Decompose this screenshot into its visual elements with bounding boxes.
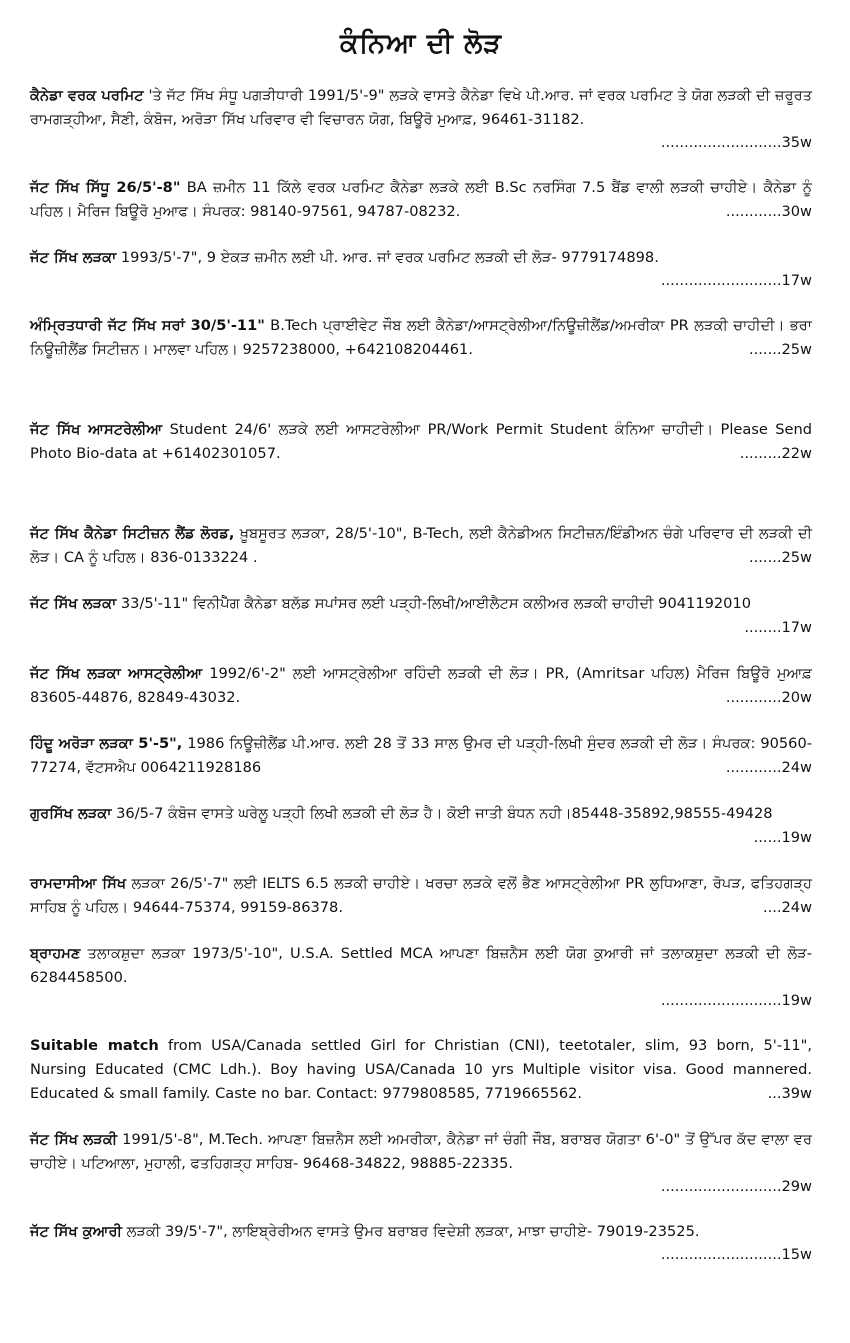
page-title: ਕੰਨਿਆ ਦੀ ਲੋੜ xyxy=(339,28,503,59)
ad-body: 33/5'-11" ਵਿਨੀਪੈੱਗ ਕੈਨੇਡਾ ਬਲੱਡ ਸਪਾਂਸਰ ਲਈ ਪੜ੍ਹੀ-ਲਿਖੀ/ਆਈਲੈਟਸ ਕਲੀਅਰ ਲੜਕੀ ਚਾਹੀਦੀ 9041192010 xyxy=(116,595,752,612)
ad-heading: ਰਾਮਦਾਸੀਆ ਸਿੱਖ xyxy=(30,875,127,892)
ad-body: ਲੜਕੀ 39/5'-7", ਲਾਇਬ੍ਰੇਰੀਅਨ ਵਾਸਤੇ ਉਮਰ ਬਰਾਬਰ ਵਿਦੇਸ਼ੀ ਲੜਕਾ, ਮਾਝਾ ਚਾਹੀਏ- 79019-23525. xyxy=(122,1223,700,1240)
ad-heading: ਜੱਟ ਸਿੱਖ ਆਸਟਰੇਲੀਆ xyxy=(30,421,163,438)
ad-body: 1993/5'-7", 9 ਏਕੜ ਜ਼ਮੀਨ ਲਈ ਪੀ. ਆਰ. ਜਾਂ ਵਰਕ ਪਰਮਿਟ ਲੜਕੀ ਦੀ ਲੋੜ- 9779174898. xyxy=(116,249,659,266)
ad-price: ..........................15w xyxy=(660,1246,812,1263)
divider-space xyxy=(30,292,812,314)
classified-ad xyxy=(30,1128,812,1198)
divider-space xyxy=(30,570,812,592)
ad-body: BA ਜ਼ਮੀਨ 11 ਕਿੱਲੇ ਵਰਕ ਪਰਮਿਟ ਕੈਨੇਡਾ ਲੜਕੇ ਲਈ B.Sc ਨਰਸਿੰਗ 7.5 ਬੈਂਡ ਵਾਲੀ ਲੜਕੀ ਚਾਹੀਏ। ਕੈਨੇਡਾ ਨੂੰ ਪਹਿਲ। ਮੈਰਿਜ ਬਿਊਰੋ ਮੁਆਫ। ਸੰਪਰਕ: 98140-97561, 94787-08232. xyxy=(30,179,812,220)
divider-space xyxy=(30,710,812,732)
classified-ad xyxy=(30,662,812,710)
ad-body: ਲੜਕਾ 26/5'-7" ਲਈ IELTS 6.5 ਲੜਕੀ ਚਾਹੀਏ। ਖਰਚਾ ਲੜਕੇ ਵਲੋਂ ਭੈਣ ਆਸਟ੍ਰੇਲੀਆ PR ਲੁਧਿਆਣਾ, ਰੋਪੜ, ਫਤਿਹਗੜ੍ਹ ਸਾਹਿਬ ਨੂੰ ਪਹਿਲ। 94644-75374, 99159-86378. xyxy=(30,875,813,916)
ad-price: ............24w xyxy=(725,759,812,776)
ad-price: .......25w xyxy=(749,549,812,566)
divider-space xyxy=(30,1012,812,1034)
ad-price: ........17w xyxy=(744,619,812,636)
classified-ad xyxy=(30,592,812,640)
ad-body: 1992/6'-2" ਲਈ ਆਸਟ੍ਰੇਲੀਆ ਰਹਿੰਦੀ ਲੜਕੀ ਦੀ ਲੋੜ। PR, (Amritsar ਪਹਿਲ) ਮੈਰਿਜ ਬਿਊਰੋ ਮੁਆਫ਼ 83605-44876, 82849-43032. xyxy=(30,665,812,706)
ad-heading: ਜੱਟ ਸਿੱਖ ਕੁਆਰੀ xyxy=(30,1223,122,1240)
classified-ad xyxy=(30,246,812,292)
classified-ad xyxy=(30,872,812,920)
ad-price: ...39w xyxy=(767,1085,812,1102)
ad-price: ..........................35w xyxy=(660,134,812,151)
ad-body: 1991/5'-8", M.Tech. ਆਪਣਾ ਬਿਜ਼ਨੈਸ ਲਈ ਅਮਰੀਕਾ, ਕੈਨੇਡਾ ਜਾਂ ਚੰਗੀ ਜੌਬ, ਬਰਾਬਰ ਯੋਗਤਾ 6'-0" ਤੋਂ ਉੱਪਰ ਕੱਦ ਵਾਲਾ ਵਰ ਚਾਹੀਏ। ਪਟਿਆਲਾ, ਮੁਹਾਲੀ, ਫਤਹਿਗੜ੍ਹ ਸਾਹਿਬ- 96468-34822, 98885-22335. xyxy=(30,1131,812,1172)
ad-heading: ਜੱਟ ਸਿੱਖ ਕੈਨੇਡਾ ਸਿਟੀਜ਼ਨ ਲੈਂਡ ਲੋਰਡ, xyxy=(30,525,235,542)
ad-body: Student 24/6' ਲੜਕੇ ਲਈ ਆਸਟਰੇਲੀਆ PR/Work Permit Student ਕੰਨਿਆ ਚਾਹੀਦੀ। Please Send Photo Bio-data at +61402301057. xyxy=(30,421,812,462)
classified-ad xyxy=(30,1220,812,1266)
ad-heading: ਜੱਟ ਸਿੱਖ ਲੜਕਾ xyxy=(30,249,117,266)
ad-body: B.Tech ਪ੍ਰਾਈਵੇਟ ਜੌਬ ਲਈ ਕੈਨੇਡਾ/ਆਸਟ੍ਰੇਲੀਆ/ਨਿਊਜ਼ੀਲੈਂਡ/ਅਮਰੀਕਾ PR ਲੜਕੀ ਚਾਹੀਦੀ। ਭਰਾ ਨਿਊਜ਼ੀਲੈਂਡ ਸਿਟੀਜ਼ਨ। ਮਾਲਵਾ ਪਹਿਲ। 9257238000, +642108204461. xyxy=(30,317,812,358)
ad-heading: ਕੈਨੇਡਾ ਵਰਕ ਪਰਮਿਟ xyxy=(30,87,144,104)
classified-ad xyxy=(30,176,812,224)
ad-heading: ਗੁਰਸਿੱਖ ਲੜਕਾ xyxy=(30,805,112,822)
ad-heading: ਜੱਟ ਸਿੱਖ ਸਿੱਧੂ 26/5'-8" xyxy=(30,179,181,196)
divider-space xyxy=(30,154,812,176)
ad-price: ............30w xyxy=(725,203,812,220)
classified-ad xyxy=(30,314,812,362)
divider-space xyxy=(30,224,812,246)
ad-price: ..........................29w xyxy=(660,1178,812,1195)
ad-body: 'ਤੇ ਜੱਟ ਸਿੱਖ ਸੰਧੂ ਪਗੜੀਧਾਰੀ 1991/5'-9" ਲੜਕੇ ਵਾਸਤੇ ਕੈਨੇਡਾ ਵਿਖੇ ਪੀ.ਆਰ. ਜਾਂ ਵਰਕ ਪਰਮਿਟ ਤੇ ਯੋਗ ਲੜਕੀ ਦੀ ਜ਼ਰੂਰਤ ਰਾਮਗੜ੍ਹੀਆ, ਸੈਣੀ, ਕੰਬੋਜ, ਅਰੋੜਾ ਸਿੱਖ ਪਰਿਵਾਰ ਵੀ ਵਿਚਾਰਨ ਯੋਗ, ਬਿਊਰੋ ਮੁਆਫ਼, 96461-31182. xyxy=(30,87,812,128)
ad-price: ..........................17w xyxy=(660,272,812,289)
ad-body: 36/5-7 ਕੰਬੋਜ ਵਾਸਤੇ ਘਰੇਲੂ ਪੜ੍ਹੀ ਲਿਖੀ ਲੜਕੀ ਦੀ ਲੋੜ ਹੈ। ਕੋਈ ਜਾਤੀ ਬੰਧਨ ਨਹੀ।85448-35892,98555-49428 xyxy=(111,805,773,822)
ad-price: ..........................19w xyxy=(660,992,812,1009)
classified-ad xyxy=(30,84,812,154)
divider-space xyxy=(30,1198,812,1220)
ad-price: .........22w xyxy=(739,445,812,462)
divider-space xyxy=(30,466,812,522)
classified-ad xyxy=(30,942,812,1012)
divider-space xyxy=(30,780,812,802)
ad-heading: ਅੰਮ੍ਰਿਤਧਾਰੀ ਜੱਟ ਸਿੱਖ ਸਰਾਂ 30/5'-11" xyxy=(30,317,265,334)
ad-price: ......19w xyxy=(753,829,812,846)
classified-ad xyxy=(30,802,812,850)
classified-ad xyxy=(30,418,812,466)
divider-space xyxy=(30,920,812,942)
ad-heading: ਬ੍ਰਾਹਮਣ xyxy=(30,945,81,962)
ad-body: 1986 ਨਿਊਜ਼ੀਲੈਂਡ ਪੀ.ਆਰ. ਲਈ 28 ਤੋਂ 33 ਸਾਲ ਉਮਰ ਦੀ ਪੜ੍ਹੀ-ਲਿਖੀ ਸੁੰਦਰ ਲੜਕੀ ਦੀ ਲੋੜ। ਸੰਪਰਕ: 90560-77274, ਵੱਟਸਐਪ 0064211928186 xyxy=(30,735,813,776)
ad-price: ....24w xyxy=(762,899,812,916)
ad-heading: ਹਿੰਦੂ ਅਰੋੜਾ ਲੜਕਾ 5'-5", xyxy=(30,735,183,752)
ad-heading: Suitable match xyxy=(30,1037,159,1054)
ad-heading: ਜੱਟ ਸਿੱਖ ਲੜਕਾ xyxy=(30,595,117,612)
divider-space xyxy=(30,640,812,662)
classified-ads-list xyxy=(30,84,812,1266)
divider-space xyxy=(30,850,812,872)
divider-space xyxy=(30,1106,812,1128)
divider-space xyxy=(30,362,812,418)
ad-body: from USA/Canada settled Girl for Christian (CNI), teetotaler, slim, 93 born, 5'-11", Nursing Educated (CMC Ldh.). Boy having USA/Canada 10 yrs Multiple visitor visa. Good mannered. Educated & small family. Caste no bar. Contact: 9779808585, 7719665562. xyxy=(30,1037,813,1102)
classified-ad xyxy=(30,732,812,780)
ad-heading: ਜੱਟ ਸਿੱਖ ਲੜਕੀ xyxy=(30,1131,118,1148)
ad-price: ............20w xyxy=(725,689,812,706)
ad-price: .......25w xyxy=(749,341,812,358)
ad-body: ਤਲਾਕਸ਼ੁਦਾ ਲੜਕਾ 1973/5'-10", U.S.A. Settled MCA ਆਪਣਾ ਬਿਜ਼ਨੈਸ ਲਈ ਯੋਗ ਕੁਆਰੀ ਜਾਂ ਤਲਾਕਸ਼ੁਦਾ ਲੜਕੀ ਦੀ ਲੋੜ- 6284458500. xyxy=(30,945,812,986)
ad-body: ਖ਼ੂਬਸੂਰਤ ਲੜਕਾ, 28/5'-10", B-Tech, ਲਈ ਕੈਨੇਡੀਅਨ ਸਿਟੀਜ਼ਨ/ਇੰਡੀਅਨ ਚੰਗੇ ਪਰਿਵਾਰ ਦੀ ਲੜਕੀ ਦੀ ਲੋੜ। CA ਨੂੰ ਪਹਿਲ। 836-0133224 . xyxy=(30,525,813,566)
classified-ad xyxy=(30,1034,812,1106)
ad-heading: ਜੱਟ ਸਿੱਖ ਲੜਕਾ ਆਸਟ੍ਰੇਲੀਆ xyxy=(30,665,203,682)
classified-ad xyxy=(30,522,812,570)
